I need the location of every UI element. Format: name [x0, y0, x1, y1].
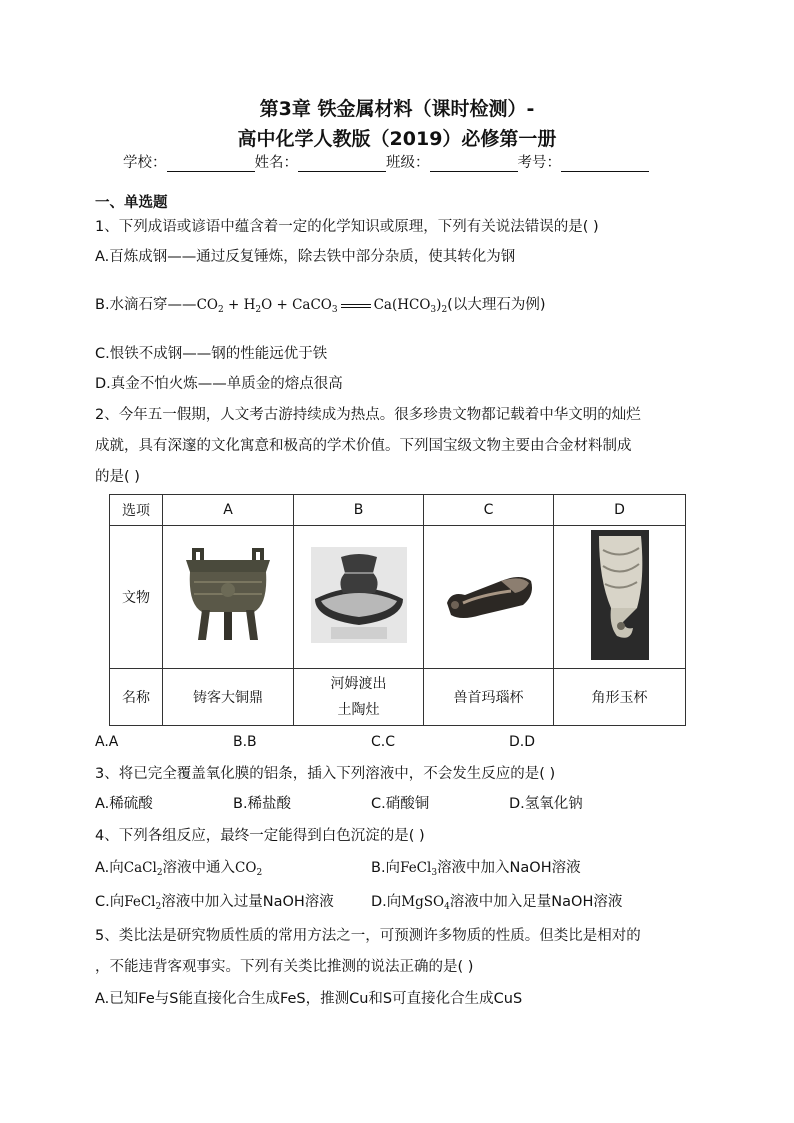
bronze-ding-image: [180, 546, 276, 644]
q2-line-3: 的是( ): [95, 469, 140, 485]
name-cell-a: 铸客大铜鼎: [163, 669, 294, 726]
q4-c-formula: FeCl$_2$: [124, 894, 162, 912]
q2-option-a: A.A: [95, 734, 119, 750]
q2-line-2: 成就，具有深邃的文化寓意和极高的学术价值。下列国宝级文物主要由合金材料制成: [95, 438, 632, 454]
q4-d-mid: 溶液中加入足量NaOH溶液: [449, 894, 623, 910]
q3-option-a: A.稀硫酸: [95, 796, 153, 812]
q5-line-2: ，不能违背客观事实。下列有关类比推测的说法正确的是( ): [95, 959, 474, 975]
title-line-1: 第3章 铁金属材料（课时检测）-: [259, 98, 535, 120]
school-field[interactable]: [167, 156, 255, 172]
class-label: 班级：: [386, 155, 430, 171]
q1-equation: $CO_2 + H_2O$ + CaCO$_3$ $Ca(HCO_3)_2$: [196, 297, 448, 315]
relic-cell-c: [424, 526, 554, 669]
q3-option-c: C.硝酸铜: [371, 796, 430, 812]
relic-cell-d: [554, 526, 686, 669]
q3-option-d: D.氢氧化钠: [509, 796, 583, 812]
name-cell-b-line-2: 土陶灶: [337, 702, 380, 718]
q2-line-1: 2、今年五一假期，人文考古游持续成为热点。很多珍贵文物都记载着中华文明的灿烂: [95, 407, 641, 423]
q1-option-b-prefix: B.水滴石穿——: [95, 297, 197, 313]
q4-option-b: [371, 856, 581, 877]
q1-option-b: [95, 293, 546, 314]
q4-a-mid: 溶液中通入: [162, 860, 236, 876]
q5-option-a: A.已知Fe与S能直接化合生成FeS，推测Cu和S可直接化合生成CuS: [95, 991, 523, 1007]
table-relic-row: [110, 526, 686, 669]
q1-option-d: D.真金不怕火炼——单质金的熔点很高: [95, 376, 343, 392]
q4-d-prefix: D.向: [371, 894, 402, 910]
table-header-row: [110, 495, 686, 526]
table-header-cell: A: [163, 495, 294, 526]
q4-b-mid: 溶液中加入NaOH溶液: [437, 860, 581, 876]
table-name-row: [110, 669, 686, 726]
q4-d-formula: MgSO$_4$: [401, 894, 450, 912]
number-field[interactable]: [561, 156, 649, 172]
equals-sign: [341, 304, 371, 308]
q4-b-prefix: B.向: [371, 860, 401, 876]
q3-stem: 3、将已完全覆盖氧化膜的铝条，插入下列溶液中，不会发生反应的是( ): [95, 766, 556, 782]
relic-cell-a: [163, 526, 294, 669]
q1-option-a: A.百炼成钢——通过反复锤炼，除去铁中部分杂质，使其转化为钢: [95, 249, 516, 265]
q4-a-prefix: A.向: [95, 860, 124, 876]
table-header-cell: C: [424, 495, 554, 526]
q1-option-c: C.恨铁不成钢——钢的性能远优于铁: [95, 346, 328, 362]
name-cell-d: 角形玉杯: [554, 669, 686, 726]
pottery-stove-image: [311, 547, 407, 643]
relic-row-label: 文物: [110, 526, 163, 669]
q4-option-d: [371, 890, 622, 911]
q4-option-a: [95, 856, 262, 877]
name-cell-b: [294, 669, 424, 726]
q5-line-1: 5、类比法是研究物质性质的常用方法之一，可预测许多物质的性质。但类比是相对的: [95, 928, 641, 944]
table-header-cell: B: [294, 495, 424, 526]
class-field[interactable]: [430, 156, 518, 172]
name-cell-c: 兽首玛瑙杯: [424, 669, 554, 726]
name-cell-b-line-1: 河姆渡出: [330, 676, 387, 692]
relic-cell-b: [294, 526, 424, 669]
section-title: 一、单选题: [95, 195, 168, 211]
q4-stem: 4、下列各组反应，最终一定能得到白色沉淀的是( ): [95, 828, 425, 844]
q2-option-c: C.C: [371, 734, 396, 750]
school-label: 学校：: [123, 155, 167, 171]
table-header-cell: 选项: [110, 495, 163, 526]
q1-stem: 1、下列成语或谚语中蕴含着一定的化学知识或原理，下列有关说法错误的是( ): [95, 219, 599, 235]
name-label: 姓名：: [254, 155, 298, 171]
name-field[interactable]: [298, 156, 386, 172]
table-header-cell: D: [554, 495, 686, 526]
q4-c-mid: 溶液中加入过量NaOH溶液: [161, 894, 334, 910]
q2-option-d: D.D: [509, 734, 536, 750]
q2-option-b: B.B: [233, 734, 257, 750]
student-info-row: [123, 151, 649, 172]
q1-option-b-suffix: (以大理石为例): [447, 297, 546, 313]
q4-b-formula: FeCl$_3$: [400, 860, 438, 878]
relics-table: [109, 494, 686, 726]
title-line-2: 高中化学人教版（2019）必修第一册: [237, 128, 557, 150]
q4-a-formula-2: $CO_2$: [235, 860, 263, 878]
number-label: 考号：: [517, 155, 561, 171]
q4-option-c: [95, 890, 334, 911]
q4-a-formula: CaCl$_2$: [123, 860, 163, 878]
q3-option-b: B.稀盐酸: [233, 796, 292, 812]
agate-cup-image: [441, 565, 537, 625]
jade-horn-cup-image: [591, 530, 649, 660]
q4-c-prefix: C.向: [95, 894, 125, 910]
name-row-label: 名称: [110, 669, 163, 726]
